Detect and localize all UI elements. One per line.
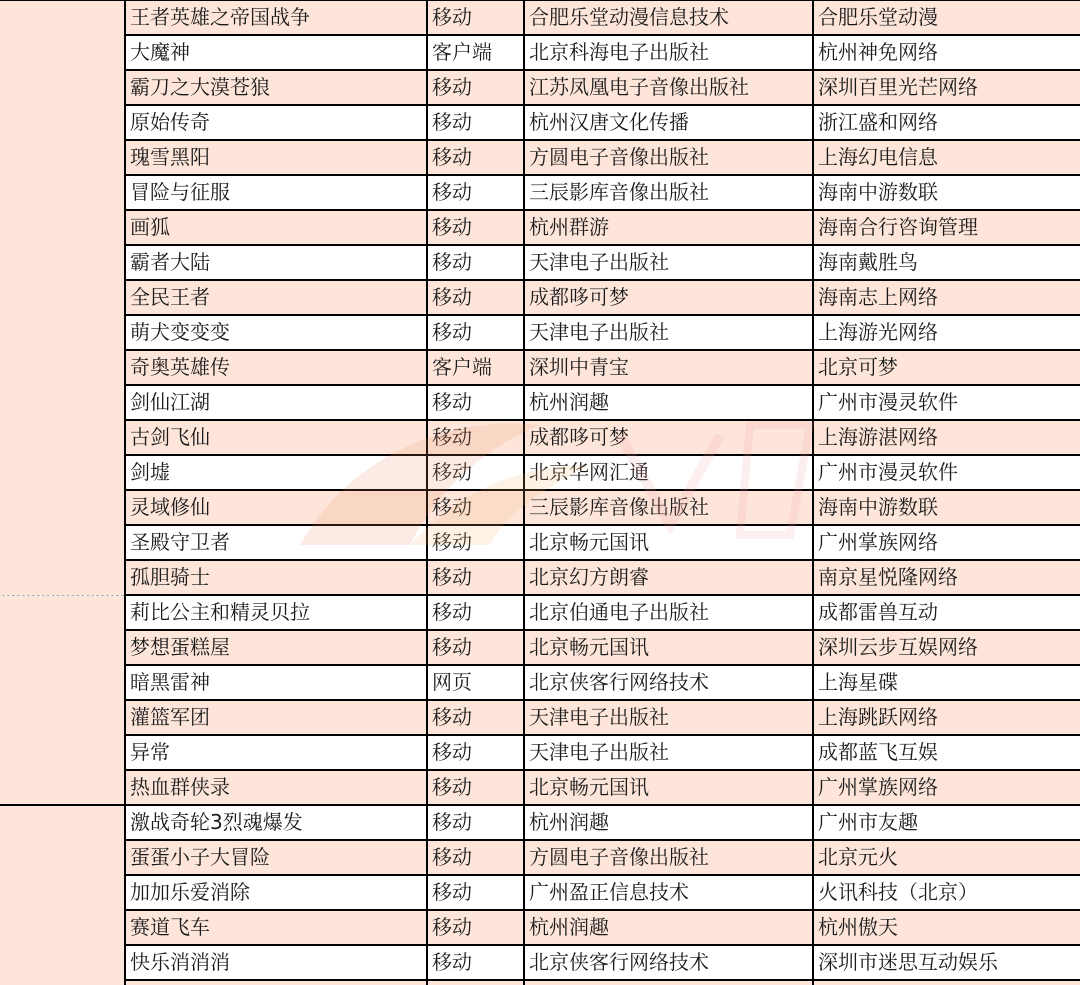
publisher-cell: 天津电子出版社 bbox=[524, 245, 813, 280]
platform-cell: 移动 bbox=[427, 875, 524, 910]
developer-cell: 上海跳跃网络 bbox=[813, 700, 1080, 735]
publisher-cell: 北京伯通电子出版社 bbox=[524, 595, 813, 630]
developer-cell: 海南中游数联 bbox=[813, 490, 1080, 525]
publisher-cell: 江苏凤凰电子音像出版社 bbox=[524, 70, 813, 105]
table-row bbox=[1, 105, 1080, 140]
developer-cell: 上海游湛网络 bbox=[813, 420, 1080, 455]
platform-cell: 客户端 bbox=[427, 350, 524, 385]
developer-cell: 南京星悦隆网络 bbox=[813, 560, 1080, 595]
category-group-cell bbox=[1, 805, 125, 985]
developer-cell: 深圳百里光芒网络 bbox=[813, 70, 1080, 105]
table-row bbox=[1, 980, 1080, 985]
platform-cell: 移动 bbox=[427, 385, 524, 420]
game-name-cell: 原始传奇 bbox=[125, 105, 427, 140]
table-row bbox=[1, 385, 1080, 420]
platform-cell: 移动 bbox=[427, 560, 524, 595]
publisher-cell: 北京华网汇通 bbox=[524, 455, 813, 490]
publisher-cell: 杭州润趣 bbox=[524, 805, 813, 840]
game-name-cell: 异常 bbox=[125, 735, 427, 770]
publisher-cell: 三辰影库音像出版社 bbox=[524, 175, 813, 210]
developer-cell: 海南志上网络 bbox=[813, 280, 1080, 315]
platform-cell: 移动 bbox=[427, 280, 524, 315]
table-row bbox=[1, 840, 1080, 875]
game-name-cell: 奇奥英雄传 bbox=[125, 350, 427, 385]
table-row bbox=[1, 700, 1080, 735]
platform-cell: 移动 bbox=[427, 490, 524, 525]
developer-cell: 广州掌族网络 bbox=[813, 770, 1080, 805]
game-name-cell: 王者英雄之帝国战争 bbox=[125, 0, 427, 35]
category-group-cell bbox=[1, 595, 125, 805]
platform-cell: 移动 bbox=[427, 315, 524, 350]
table-row bbox=[1, 420, 1080, 455]
publisher-cell: 天津电子出版社 bbox=[524, 700, 813, 735]
table-row bbox=[1, 315, 1080, 350]
developer-cell: 广州市漫灵软件 bbox=[813, 385, 1080, 420]
developer-cell: 海南合行咨询管理 bbox=[813, 210, 1080, 245]
game-name-cell: 冒险与征服 bbox=[125, 175, 427, 210]
table-row bbox=[1, 280, 1080, 315]
game-name-cell: 热血群侠录 bbox=[125, 770, 427, 805]
developer-cell: 海南中游数联 bbox=[813, 175, 1080, 210]
table-row bbox=[1, 910, 1080, 945]
publisher-cell: 北京畅元国讯 bbox=[524, 770, 813, 805]
table-row bbox=[1, 595, 1080, 630]
developer-cell: 火讯科技（北京） bbox=[813, 875, 1080, 910]
game-name-cell: 霸刀之大漠苍狼 bbox=[125, 70, 427, 105]
developer-cell: 杭州傲天 bbox=[813, 910, 1080, 945]
developer-cell: 广州市友趣 bbox=[813, 805, 1080, 840]
platform-cell: 移动 bbox=[427, 945, 524, 980]
table-row bbox=[1, 560, 1080, 595]
table-row bbox=[1, 140, 1080, 175]
game-name-cell: 圣殿守卫者 bbox=[125, 525, 427, 560]
publisher-cell: 北京侠客行网络技术 bbox=[524, 665, 813, 700]
publisher-cell: 北京侠客行网络技术 bbox=[524, 945, 813, 980]
platform-cell: 移动 bbox=[427, 210, 524, 245]
platform-cell: 移动 bbox=[427, 840, 524, 875]
game-name-cell: 萌犬变变变 bbox=[125, 315, 427, 350]
publisher-cell: 北京畅元国讯 bbox=[524, 630, 813, 665]
game-name-cell: 加加乐爱消除 bbox=[125, 875, 427, 910]
platform-cell: 移动 bbox=[427, 805, 524, 840]
game-name-cell: 梦想蛋糕屋 bbox=[125, 630, 427, 665]
game-name-cell bbox=[125, 980, 427, 985]
game-name-cell: 灵域修仙 bbox=[125, 490, 427, 525]
platform-cell: 移动 bbox=[427, 455, 524, 490]
publisher-cell: 杭州润趣 bbox=[524, 385, 813, 420]
table-row bbox=[1, 525, 1080, 560]
developer-cell: 成都蓝飞互娱 bbox=[813, 735, 1080, 770]
developer-cell: 浙江盛和网络 bbox=[813, 105, 1080, 140]
platform-cell: 移动 bbox=[427, 595, 524, 630]
platform-cell: 移动 bbox=[427, 70, 524, 105]
platform-cell: 移动 bbox=[427, 630, 524, 665]
table-row bbox=[1, 455, 1080, 490]
developer-cell: 成都雷兽互动 bbox=[813, 595, 1080, 630]
game-name-cell: 激战奇轮3烈魂爆发 bbox=[125, 805, 427, 840]
table-row bbox=[1, 35, 1080, 70]
developer-cell: 上海游光网络 bbox=[813, 315, 1080, 350]
platform-cell: 移动 bbox=[427, 0, 524, 35]
publisher-cell: 成都哆可梦 bbox=[524, 420, 813, 455]
platform-cell: 移动 bbox=[427, 910, 524, 945]
platform-cell: 移动 bbox=[427, 525, 524, 560]
game-name-cell: 剑墟 bbox=[125, 455, 427, 490]
publisher-cell: 成都哆可梦 bbox=[524, 280, 813, 315]
table-row bbox=[1, 945, 1080, 980]
table-row bbox=[1, 805, 1080, 840]
game-name-cell: 灌篮军团 bbox=[125, 700, 427, 735]
publisher-cell: 合肥乐堂动漫信息技术 bbox=[524, 0, 813, 35]
developer-cell: 北京可梦 bbox=[813, 350, 1080, 385]
platform-cell: 移动 bbox=[427, 700, 524, 735]
table-row bbox=[1, 210, 1080, 245]
platform-cell: 移动 bbox=[427, 735, 524, 770]
table-row bbox=[1, 735, 1080, 770]
publisher-cell: 方圆电子音像出版社 bbox=[524, 140, 813, 175]
table-row bbox=[1, 875, 1080, 910]
game-name-cell: 画狐 bbox=[125, 210, 427, 245]
publisher-cell: 天津电子出版社 bbox=[524, 315, 813, 350]
publisher-cell bbox=[524, 980, 813, 985]
developer-cell: 杭州神免网络 bbox=[813, 35, 1080, 70]
table-body bbox=[1, 0, 1080, 985]
table-row bbox=[1, 350, 1080, 385]
developer-cell: 广州市漫灵软件 bbox=[813, 455, 1080, 490]
game-name-cell: 赛道飞车 bbox=[125, 910, 427, 945]
table-row bbox=[1, 630, 1080, 665]
category-group-cell bbox=[1, 0, 125, 595]
game-name-cell: 暗黑雷神 bbox=[125, 665, 427, 700]
game-name-cell: 全民王者 bbox=[125, 280, 427, 315]
publisher-cell: 天津电子出版社 bbox=[524, 735, 813, 770]
game-name-cell: 古剑飞仙 bbox=[125, 420, 427, 455]
game-name-cell: 瑰雪黑阳 bbox=[125, 140, 427, 175]
publisher-cell: 三辰影库音像出版社 bbox=[524, 490, 813, 525]
platform-cell bbox=[427, 980, 524, 985]
developer-cell: 合肥乐堂动漫 bbox=[813, 0, 1080, 35]
publisher-cell: 广州盈正信息技术 bbox=[524, 875, 813, 910]
game-name-cell: 霸者大陆 bbox=[125, 245, 427, 280]
platform-cell: 移动 bbox=[427, 105, 524, 140]
developer-cell: 深圳云步互娱网络 bbox=[813, 630, 1080, 665]
publisher-cell: 北京畅元国讯 bbox=[524, 525, 813, 560]
platform-cell: 客户端 bbox=[427, 35, 524, 70]
table-row bbox=[1, 0, 1080, 35]
developer-cell bbox=[813, 980, 1080, 985]
publisher-cell: 方圆电子音像出版社 bbox=[524, 840, 813, 875]
game-name-cell: 剑仙江湖 bbox=[125, 385, 427, 420]
platform-cell: 移动 bbox=[427, 175, 524, 210]
developer-cell: 上海星碟 bbox=[813, 665, 1080, 700]
table-row bbox=[1, 490, 1080, 525]
developer-cell: 海南戴胜鸟 bbox=[813, 245, 1080, 280]
platform-cell: 网页 bbox=[427, 665, 524, 700]
platform-cell: 移动 bbox=[427, 245, 524, 280]
publisher-cell: 杭州汉唐文化传播 bbox=[524, 105, 813, 140]
developer-cell: 上海幻电信息 bbox=[813, 140, 1080, 175]
table-row bbox=[1, 665, 1080, 700]
table-row bbox=[1, 245, 1080, 280]
game-name-cell: 快乐消消消 bbox=[125, 945, 427, 980]
platform-cell: 移动 bbox=[427, 770, 524, 805]
game-name-cell: 孤胆骑士 bbox=[125, 560, 427, 595]
game-name-cell: 大魔神 bbox=[125, 35, 427, 70]
table-row bbox=[1, 770, 1080, 805]
developer-cell: 北京元火 bbox=[813, 840, 1080, 875]
table-row bbox=[1, 175, 1080, 210]
publisher-cell: 北京幻方朗睿 bbox=[524, 560, 813, 595]
game-name-cell: 蛋蛋小子大冒险 bbox=[125, 840, 427, 875]
platform-cell: 移动 bbox=[427, 420, 524, 455]
publisher-cell: 杭州润趣 bbox=[524, 910, 813, 945]
developer-cell: 广州掌族网络 bbox=[813, 525, 1080, 560]
game-name-cell: 莉比公主和精灵贝拉 bbox=[125, 595, 427, 630]
platform-cell: 移动 bbox=[427, 140, 524, 175]
publisher-cell: 深圳中青宝 bbox=[524, 350, 813, 385]
developer-cell: 深圳市迷思互动娱乐 bbox=[813, 945, 1080, 980]
publisher-cell: 杭州群游 bbox=[524, 210, 813, 245]
table-row bbox=[1, 70, 1080, 105]
publisher-cell: 北京科海电子出版社 bbox=[524, 35, 813, 70]
